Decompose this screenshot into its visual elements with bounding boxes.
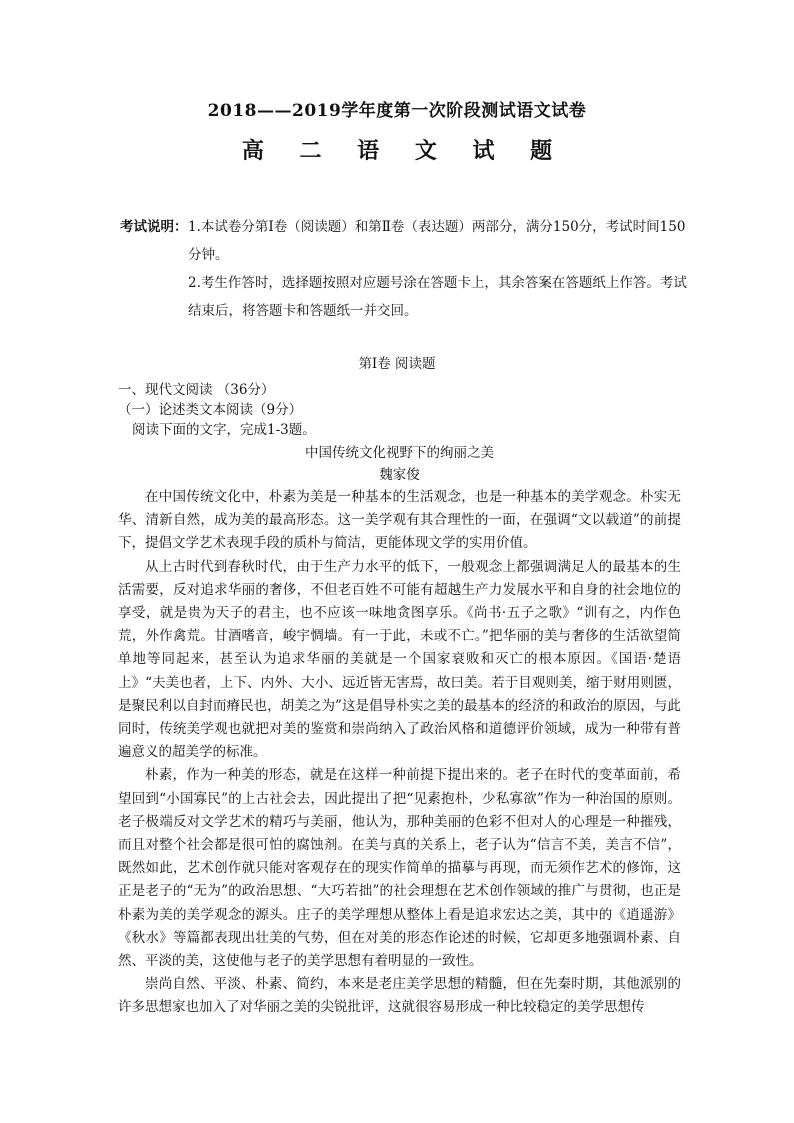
exam-subtitle: 高 二 语 文 试 题 bbox=[241, 138, 567, 164]
article-paragraph: 朴素，作为一种美的形态，就是在这样一种前提下提出来的。老子在时代的变革面前，希望回到“小国寡民”的上古社会去，因此提出了把“见素抱朴，少私寡欲”作为一种治国的原则。老子极端反对文学艺术的精巧与美丽，他认为，那种美丽的色彩不但对人的心理是一种摧残，而且对整个社会都是很可怕的腐蚀剂。在美与真的关系上，老子认为“信言不美，美言不信”，既然如此，艺术创作就只能对客观存在的现实作简单的描摹与再现，而无须作艺术的修饰，这正是老子的“无为”的政治思想、“大巧若拙”的社会理想在艺术创作领域的推广与贯彻，也正是朴素为美的美学观念的源头。庄子的美学理想从整体上看是追求宏达之美，其中的《逍遥游》《秋水》等篇都表现出壮美的气势，但在对美的形态作论述的时候，它却更多地强调朴素、自然、平淡的美，这使他与老子的美学思想有着明显的一致性。 bbox=[118, 767, 681, 970]
instruction-text-2: 2.考生作答时，选择题按照对应题号涂在答题卡上，其余答案在答题纸上作答。考试结束后，将答题卡和答题纸一并交回。 bbox=[188, 275, 687, 319]
instruction-item-1 bbox=[120, 213, 690, 269]
article-body bbox=[118, 486, 681, 1020]
article-paragraph: 在中国传统文化中，朴素为美是一种基本的生活观念，也是一种基本的美学观念。朴实无华、清新自然，成为美的最高形态。这一美学观有其合理性的一面，在强调“文以载道”的前提下，提倡文学艺术表现手段的质朴与简洁，更能体现文学的实用价值。 bbox=[118, 489, 681, 552]
instruction-item-2 bbox=[120, 269, 690, 325]
instructions-label: 考试说明： bbox=[120, 219, 188, 235]
exam-title: 2018——2019学年度第一次阶段测试语文试卷 bbox=[207, 101, 587, 121]
part-heading: 一、现代文阅读 （36分） bbox=[118, 382, 275, 398]
article-paragraph: 从上古时代到春秋时代，由于生产力水平的低下，一般观念上都强调满足人的最基本的生活需要，反对追求华丽的奢侈，不但老百姓不可能有超越生产力发展水平和自身的社会地位的享受，就是贵为天子的君主，也不应该一味地贪图享乐。《尚书·五子之歌》“训有之，内作色荒，外作禽荒。甘酒嗜音，峻宇惆墙。有一于此，未或不亡。”把华丽的美与奢侈的生活欲望简单地等同起来，甚至认为追求华丽的美就是一个国家衰败和灭亡的根本原因。《国语·楚语上》“夫美也者，上下、内外、大小、远近皆无害焉，故曰美。若于目观则美，缩于财用则匮，是聚民利以自封而瘠民也，胡美之为”这是倡导朴实之美的最基本的经济的和政治的原因，与此同时，传统美学观也就把对美的鉴赏和崇尚纳入了政治风格和道德评价领域，成为一种带有普遍意义的超美学的标准。 bbox=[118, 558, 681, 761]
instruction-text-1: 1.本试卷分第Ⅰ卷（阅读题）和第Ⅱ卷（表达题）两部分，满分150分，考试时间150分钟。 bbox=[188, 219, 686, 263]
article-author: 魏家俊 bbox=[379, 467, 420, 483]
exam-instructions bbox=[120, 213, 690, 325]
article-title: 中国传统文化视野下的绚丽之美 bbox=[305, 445, 494, 461]
reading-instruction: 阅读下面的文字，完成1-3题。 bbox=[132, 422, 316, 438]
subpart-heading: （一）论述类文本阅读（9分） bbox=[118, 402, 303, 418]
section-title: 第Ⅰ卷 阅读题 bbox=[358, 356, 436, 372]
reading-section bbox=[118, 380, 681, 1020]
article-paragraph: 崇尚自然、平淡、朴素、简约，本来是老庄美学思想的精髓，但在先秦时期，其他派别的许多思想家也加入了对华丽之美的尖锐批评，这就很容易形成一种比较稳定的美学思想传 bbox=[118, 976, 681, 1016]
